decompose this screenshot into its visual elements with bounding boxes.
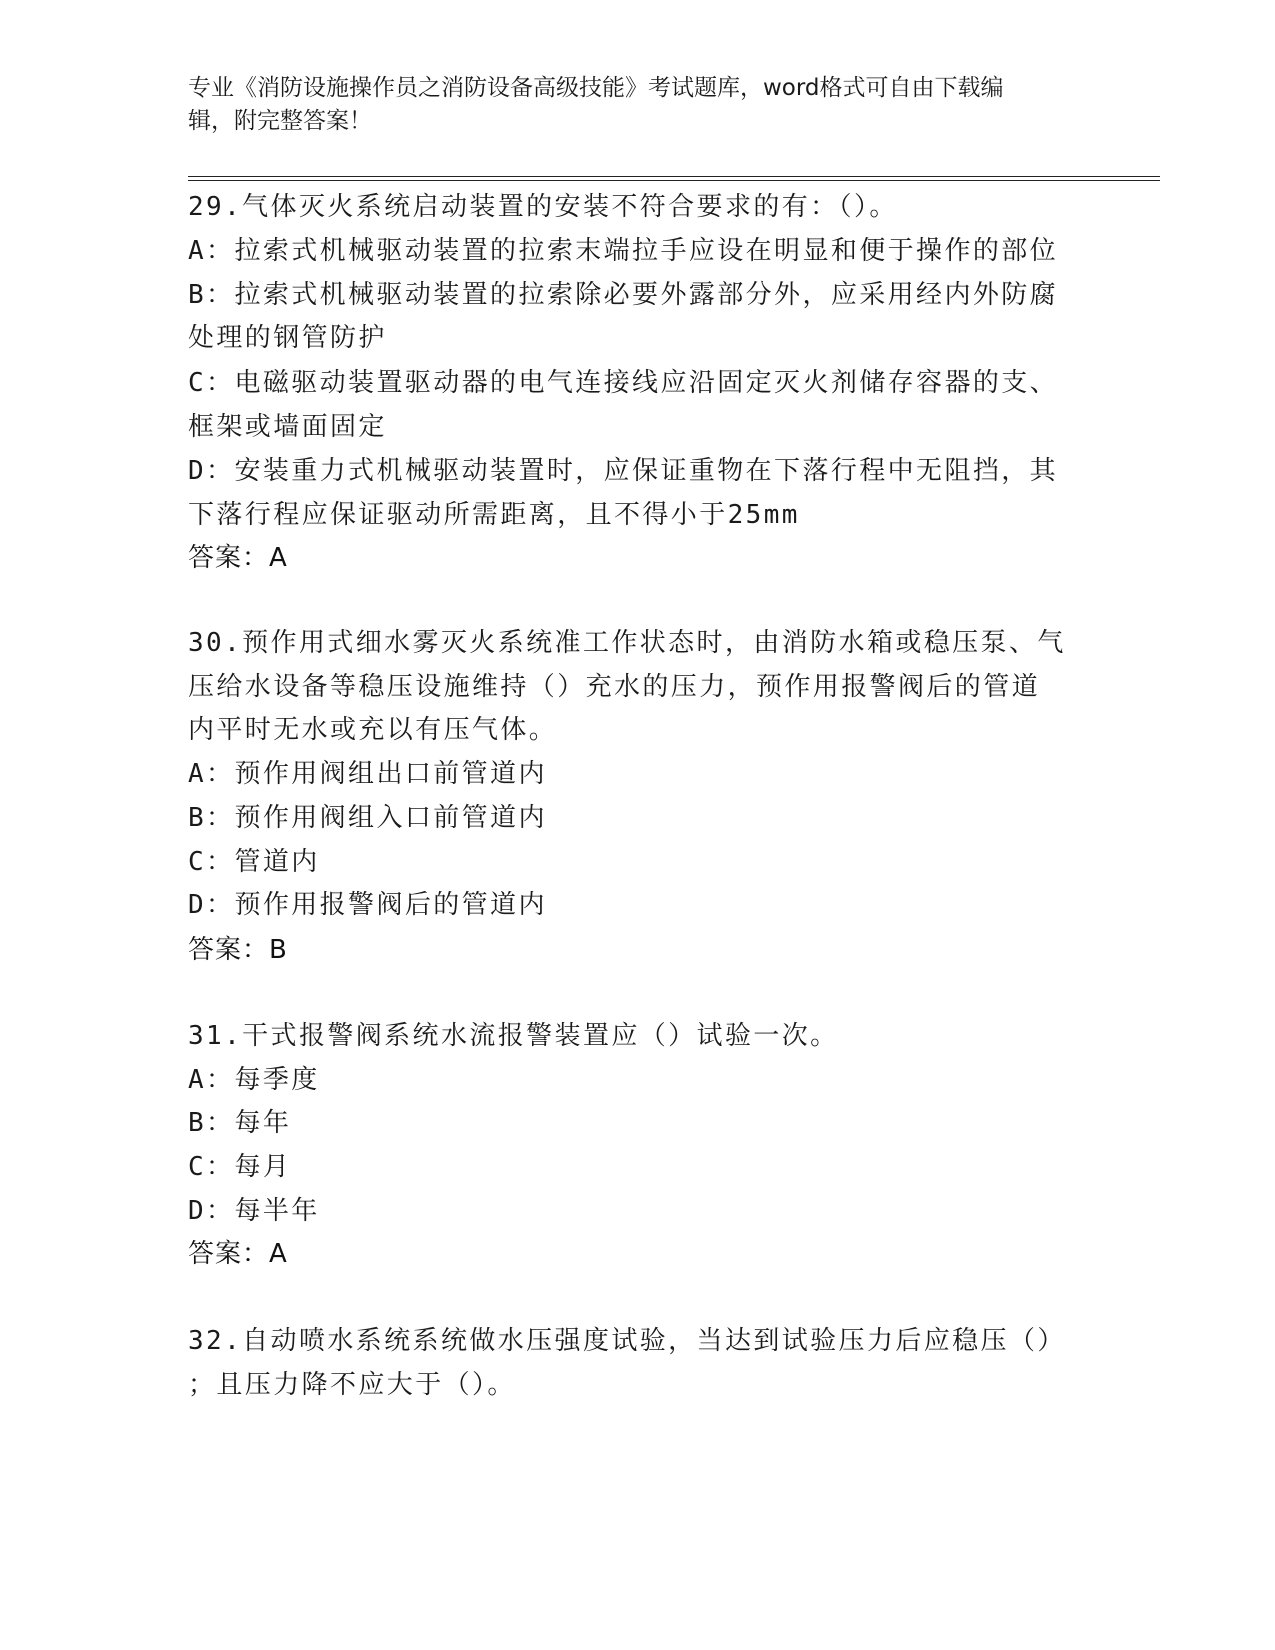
question-30-option-c: C：管道内 <box>188 847 320 877</box>
question-29-stem-line-1: 29.气体灭火系统启动装置的安装不符合要求的有：（）。 <box>188 192 898 222</box>
question-29-option-d-line-2: 下落行程应保证驱动所需距离，且不得小于25mm <box>188 500 800 530</box>
question-29-option-b-line-1: B：拉索式机械驱动装置的拉索除必要外露部分外，应采用经内外防腐 <box>188 280 1059 310</box>
question-32-stem-line-1: 32.自动喷水系统系统做水压强度试验，当达到试验压力后应稳压（） <box>188 1326 1066 1356</box>
question-29-option-b-line-2: 处理的钢管防护 <box>188 323 387 353</box>
question-29-answer <box>188 537 287 574</box>
answer-value: A <box>269 1239 287 1269</box>
question-29-option-c-line-2: 框架或墙面固定 <box>188 412 387 442</box>
question-31-option-a: A：每季度 <box>188 1065 320 1095</box>
question-30-option-d: D：预作用报警阀后的管道内 <box>188 890 547 920</box>
question-30-option-b: B：预作用阀组入口前管道内 <box>188 803 547 833</box>
question-32-stem-line-2: ；且压力降不应大于（）。 <box>188 1370 516 1400</box>
document-header <box>188 72 1068 138</box>
question-31-stem-line-1: 31.干式报警阀系统水流报警装置应（）试验一次。 <box>188 1021 839 1051</box>
question-30-stem-line-2: 压给水设备等稳压设施维持（）充水的压力，预作用报警阀后的管道 <box>188 672 1041 702</box>
question-31-option-b: B：每年 <box>188 1108 292 1138</box>
question-30-stem-line-1: 30.预作用式细水雾灭火系统准工作状态时，由消防水箱或稳压泵、气 <box>188 628 1066 658</box>
answer-value: A <box>269 543 287 573</box>
header-line-2: 辑，附完整答案！ <box>188 108 372 134</box>
question-31-option-d: D：每半年 <box>188 1196 320 1226</box>
question-30-option-a: A：预作用阀组出口前管道内 <box>188 759 547 789</box>
answer-value: B <box>269 935 287 965</box>
question-31-option-c: C：每月 <box>188 1152 292 1182</box>
question-29-option-c-line-1: C：电磁驱动装置驱动器的电气连接线应沿固定灭火剂储存容器的支、 <box>188 368 1059 398</box>
header-line-1: 专业《消防设施操作员之消防设备高级技能》考试题库，word格式可自由下载编 <box>188 75 1004 101</box>
header-divider <box>188 176 1160 181</box>
answer-label: 答案： <box>188 1239 270 1269</box>
question-30-answer <box>188 929 287 966</box>
answer-label: 答案： <box>188 935 270 965</box>
answer-label: 答案： <box>188 543 270 573</box>
question-29-option-a: A：拉索式机械驱动装置的拉索末端拉手应设在明显和便于操作的部位 <box>188 236 1059 266</box>
question-30-stem-line-3: 内平时无水或充以有压气体。 <box>188 715 558 745</box>
question-29-option-d-line-1: D：安装重力式机械驱动装置时，应保证重物在下落行程中无阻挡，其 <box>188 456 1059 486</box>
question-31-answer <box>188 1233 287 1270</box>
